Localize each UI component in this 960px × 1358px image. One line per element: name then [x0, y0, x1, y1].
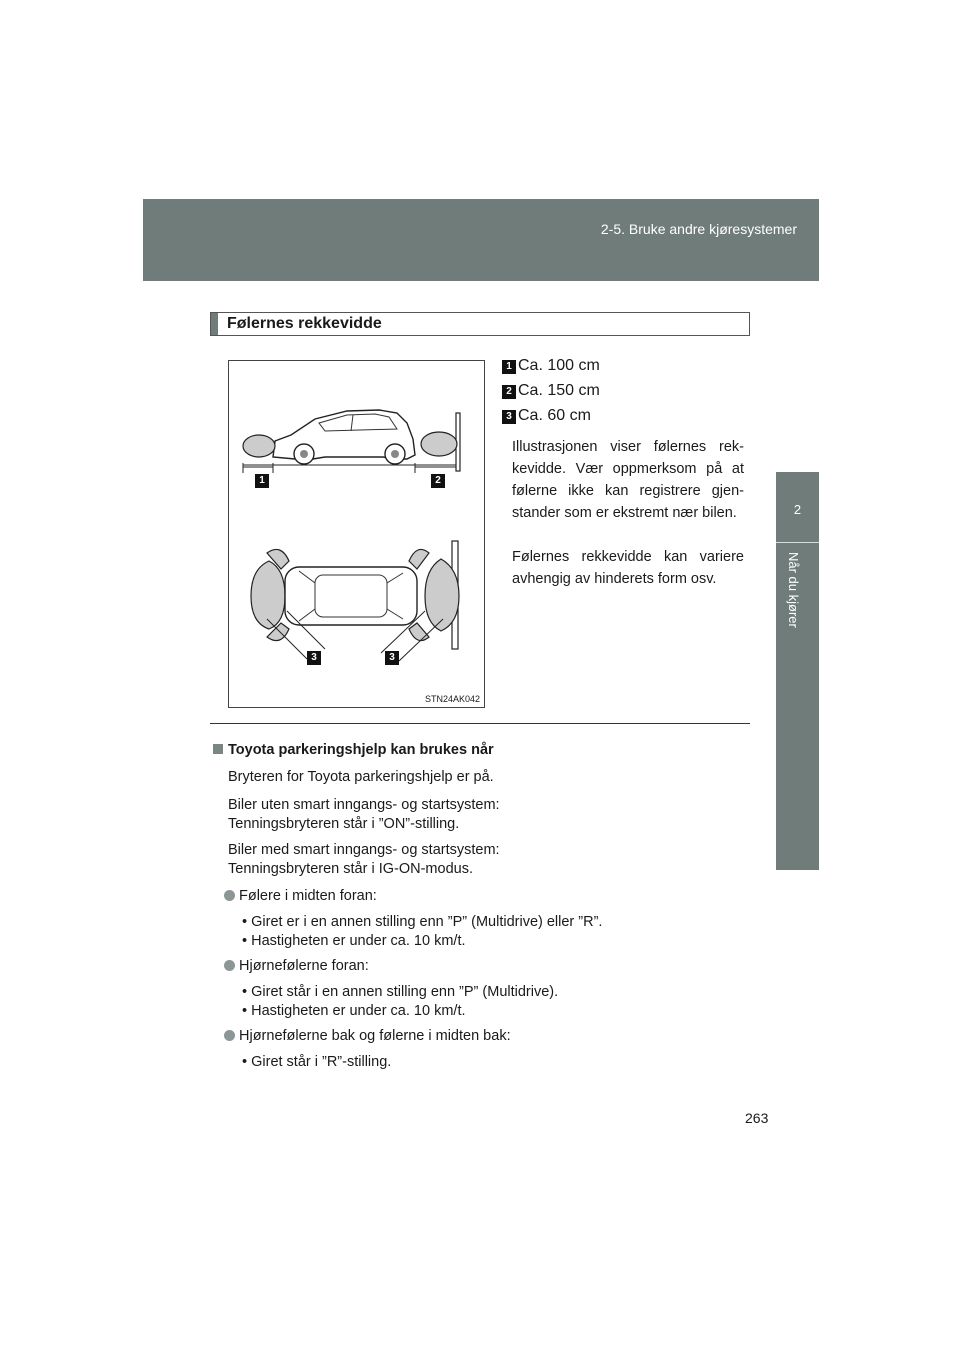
figure-marker-3-left: 3 [307, 651, 321, 665]
side-tab-divider [776, 542, 819, 543]
bullet-rear-1: • Giret står i ”R”-stilling. [242, 1054, 392, 1070]
chapter-side-tab [776, 472, 819, 870]
bullet-text: Giret står i en annen stilling enn ”P” (Multidrive). [251, 984, 559, 1000]
group-front-center-title: Følere i midten foran: [239, 888, 377, 904]
condition-no-smart-a: Biler uten smart inngangs- og startsystem: [228, 797, 500, 813]
round-bullet-icon [224, 1030, 235, 1041]
conditions-heading [213, 742, 494, 758]
bullet-text: Hastigheten er under ca. 10 km/t. [251, 933, 466, 949]
group-front-center [224, 888, 377, 904]
section-breadcrumb: 2-5. Bruke andre kjøresystemer [600, 221, 797, 237]
group-front-corner [224, 958, 369, 974]
figure-marker-3-right: 3 [385, 651, 399, 665]
illustration-note: Illustrasjonen viser følernes rek- kevidde. Vær oppmerksom på at følerne ikke kan registrere gjen- stander som er ekstremt nær bilen. [512, 439, 744, 521]
range-number-3: 3 [502, 410, 516, 424]
section-heading [210, 312, 750, 336]
sensor-range-illustration [228, 360, 485, 708]
square-bullet-icon [213, 744, 223, 754]
header-band [143, 199, 819, 281]
bullet-front-center-2: • Hastigheten er under ca. 10 km/t. [242, 933, 466, 949]
range-variation-note: Følernes rekkevidde kan variere avhengig av hinderets form osv. [512, 549, 744, 587]
section-heading-text: Følernes rekkevidde [227, 315, 382, 332]
range-number-1: 1 [502, 360, 516, 374]
round-bullet-icon [224, 890, 235, 901]
range-text-2: Ca. 150 cm [518, 382, 600, 399]
chapter-number: 2 [793, 502, 802, 517]
group-front-corner-title: Hjørnefølerne foran: [239, 958, 369, 974]
bullet-text: Giret er i en annen stilling enn ”P” (Multidrive) eller ”R”. [251, 914, 603, 930]
page-number: 263 [745, 1110, 769, 1126]
conditions-heading-text: Toyota parkeringshjelp kan brukes når [228, 742, 494, 758]
figure-code: STN24AK042 [424, 694, 480, 704]
bullet-text: Giret står i ”R”-stilling. [251, 1054, 392, 1070]
bullet-text: Hastigheten er under ca. 10 km/t. [251, 1003, 466, 1019]
condition-smart-b: Tenningsbryteren står i IG-ON-modus. [228, 861, 473, 877]
figure-marker-1: 1 [255, 474, 269, 488]
range-text-3: Ca. 60 cm [518, 407, 591, 424]
group-rear-title: Hjørnefølerne bak og følerne i midten bak: [239, 1028, 511, 1044]
bullet-front-corner-1: • Giret står i en annen stilling enn ”P” (Multidrive). [242, 984, 559, 1000]
figure-marker-2: 2 [431, 474, 445, 488]
chapter-label: Når du kjører [786, 552, 801, 628]
range-text-1: Ca. 100 cm [518, 357, 600, 374]
condition-no-smart-b: Tenningsbryteren står i ”ON”-stilling. [228, 816, 460, 832]
round-bullet-icon [224, 960, 235, 971]
sensor-range-drawing [229, 361, 484, 707]
bullet-front-corner-2: • Hastigheten er under ca. 10 km/t. [242, 1003, 466, 1019]
range-number-2: 2 [502, 385, 516, 399]
condition-smart-a: Biler med smart inngangs- og startsystem: [228, 842, 500, 858]
section-heading-bar [211, 313, 218, 335]
condition-switch: Bryteren for Toyota parkeringshjelp er på. [228, 769, 494, 785]
group-rear [224, 1028, 511, 1044]
section-divider [210, 723, 750, 724]
bullet-front-center-1: • Giret er i en annen stilling enn ”P” (Multidrive) eller ”R”. [242, 914, 603, 930]
